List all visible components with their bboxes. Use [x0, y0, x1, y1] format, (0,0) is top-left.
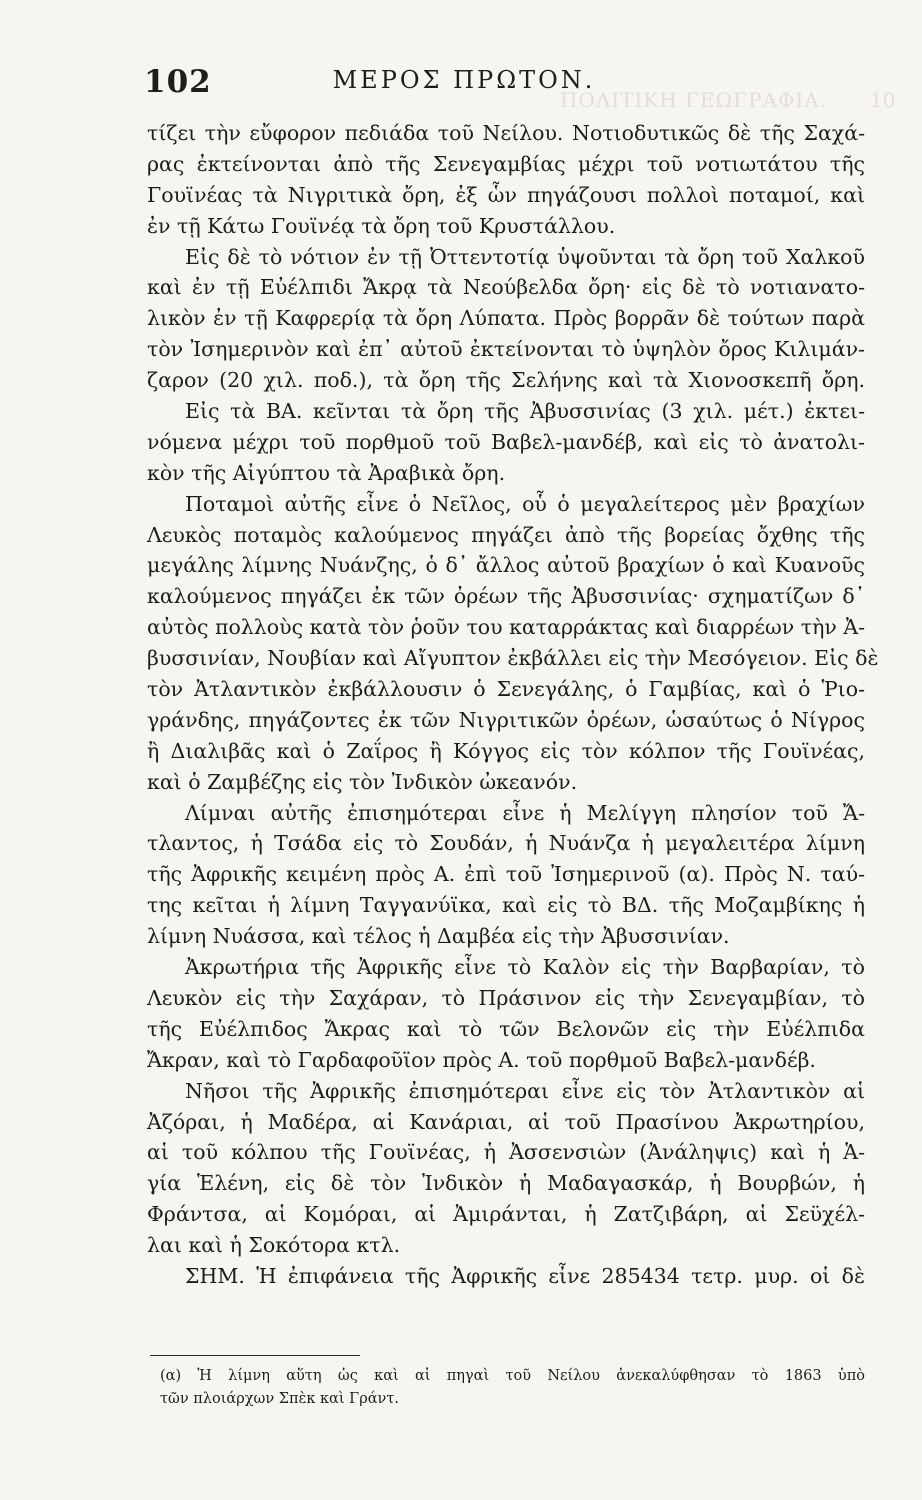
footnote-line: (α) Ἡ λίμνη αὕτη ὡς καὶ αἱ πηγαὶ τοῦ Νείλου ἀνεκαλύφθησαν τὸ 1863 ὑπὸ	[160, 1368, 865, 1384]
text-line: Λίμναι αὐτῆς ἐπισημότεραι εἶνε ἡ Μελίγγη πλησίον τοῦ Ἄ-	[185, 800, 865, 825]
page-number: 102	[144, 64, 212, 100]
running-head: ΜΕΡΟΣ ΠΡΩΤΟΝ.	[332, 66, 596, 94]
text-line: καὶ ὁ Ζαμβέζης εἰς τὸν Ἰνδικὸν ὠκεανόν.	[147, 769, 578, 794]
show-through-page-number: 10	[870, 88, 896, 112]
text-line: αὐτὸς πολλοὺς κατὰ τὸν ῥοῦν του καταρράκτας καὶ διαρρέων τὴν Ἀ-	[147, 615, 866, 640]
page-header	[144, 60, 784, 100]
text-line: αἱ τοῦ κόλπου τῆς Γουϊνέας, ἡ Ἀσσενσιὼν (Ἀνάληψις) καὶ ἡ Ἁ-	[147, 1140, 865, 1165]
text-line: ρας ἐκτείνονται ἀπὸ τῆς Σενεγαμβίας μέχρι τοῦ νοτιωτάτου τῆς	[147, 151, 865, 176]
text-line: ἐν τῇ Κάτω Γουϊνέᾳ τὰ ὄρη τοῦ Κρυστάλλου.	[147, 213, 616, 238]
text-line: καὶ ἐν τῇ Εὐέλπιδι Ἄκρᾳ τὰ Νεούβελδα ὄρη· εἰς δὲ τὸ νοτιανατο-	[147, 275, 865, 300]
text-line: Λευκὸν εἰς τὴν Σαχάραν, τὸ Πράσινον εἰς τὴν Σενεγαμβίαν, τὸ	[147, 985, 865, 1010]
text-line: ΣΗΜ. Ἡ ἐπιφάνεια τῆς Ἀφρικῆς εἶνε 285434 τετρ. μυρ. οἱ δὲ	[185, 1263, 865, 1288]
text-line: Νῆσοι τῆς Ἀφρικῆς ἐπισημότεραι εἶνε εἰς τὸν Ἀτλαντικὸν αἱ	[185, 1078, 865, 1103]
text-line: Λευκὸς ποταμὸς καλούμενος πηγάζει ἀπὸ τῆς βορείας ὄχθης τῆς	[147, 522, 865, 547]
text-line: τῆς Εὐέλπιδος Ἄκρας καὶ τὸ τῶν Βελονῶν εἰς τὴν Εὐέλπιδα	[147, 1016, 865, 1041]
footnote	[160, 1365, 865, 1411]
text-line: Εἰς δὲ τὸ νότιον ἐν τῇ Ὀττεντοτίᾳ ὑψοῦνται τὰ ὄρη τοῦ Χαλκοῦ	[185, 244, 865, 269]
text-line: τλαντος, ἡ Τσάδα εἰς τὸ Σουδάν, ἡ Νυάνζα ἡ μεγαλειτέρα λίμνη	[147, 831, 865, 856]
text-line: ζαρον (20 χιλ. ποδ.), τὰ ὄρη τῆς Σελήνης καὶ τὰ Χιονοσκεπῆ ὄρη.	[147, 368, 865, 393]
text-line: γράνδης, πηγάζοντες ἐκ τῶν Νιγριτικῶν ὀρέων, ὡσαύτως ὁ Νίγρος	[147, 707, 865, 732]
text-line: γία Ἑλένη, εἰς δὲ τὸν Ἰνδικὸν ἡ Μαδαγασκάρ, ἡ Βουρβών, ἡ	[147, 1171, 865, 1196]
text-line: Ἀκρωτήρια τῆς Ἀφρικῆς εἶνε τὸ Καλὸν εἰς τὴν Βαρβαρίαν, τὸ	[185, 955, 865, 980]
text-line: Ποταμοὶ αὐτῆς εἶνε ὁ Νεῖλος, οὗ ὁ μεγαλείτερος μὲν βραχίων	[185, 491, 865, 516]
body-text	[147, 118, 879, 1292]
text-line: κὸν τῆς Αἰγύπτου τὰ Ἀραβικὰ ὄρη.	[147, 460, 506, 485]
text-line: Εἰς τὰ ΒΑ. κεῖνται τὰ ὄρη τῆς Ἀβυσσινίας (3 χιλ. μέτ.) ἐκτει-	[185, 399, 865, 424]
text-line: βυσσινίαν, Νουβίαν καὶ Αἴγυπτον ἐκβάλλει εἰς τὴν Μεσόγειον. Εἰς δὲ	[147, 646, 879, 671]
text-line: νόμενα μέχρι τοῦ πορθμοῦ τοῦ Βαβελ-μανδέβ, καὶ εἰς τὸ ἀνατολι-	[147, 429, 865, 454]
text-line: λαι καὶ ἡ Σοκότορα κτλ.	[147, 1233, 401, 1258]
footnote-rule	[150, 1355, 360, 1356]
text-line: Γουϊνέας τὰ Νιγριτικὰ ὄρη, ἐξ ὧν πηγάζουσι πολλοὶ ποταμοί, καὶ	[147, 182, 865, 207]
text-line: τὸν Ἰσημερινὸν καὶ ἐπ᾽ αὐτοῦ ἐκτείνονται τὸ ὑψηλὸν ὄρος Κιλιμάν-	[147, 337, 865, 362]
text-line: τὸν Ἀτλαντικὸν ἐκβάλλουσιν ὁ Σενεγάλης, ὁ Γαμβίας, καὶ ὁ Ῥιο-	[147, 677, 865, 702]
text-line: μεγάλης λίμνης Νυάνζης, ὁ δ᾽ ἄλλος αὐτοῦ βραχίων ὁ καὶ Κυανοῦς	[147, 553, 865, 578]
text-line: λίμνη Νυάσσα, καὶ τέλος ἡ Δαμβέα εἰς τὴν Ἀβυσσινίαν.	[147, 924, 730, 949]
text-line: Ἀζόραι, ἡ Μαδέρα, αἱ Κανάριαι, αἱ τοῦ Πρασίνου Ἀκρωτηρίου,	[147, 1109, 865, 1134]
text-line: Ἄκραν, καὶ τὸ Γαρδαφοῦϊον πρὸς Α. τοῦ πορθμοῦ Βαβελ-μανδέβ.	[147, 1047, 816, 1072]
text-line: καλούμενος πηγάζει ἐκ τῶν ὀρέων τῆς Ἀβυσσινίας· σχηματίζων δ᾽	[147, 584, 865, 609]
show-through-text: ΠΟΛΙΤΙΚΗ ΓΕΩΓΡΑΦΙΑ.	[560, 88, 828, 112]
text-line: ἢ Διαλιβᾶς καὶ ὁ Ζαΐρος ἢ Κόγγος εἰς τὸν κόλπον τῆς Γουϊνέας,	[147, 738, 865, 763]
text-line: τῆς Ἀφρικῆς κειμένη πρὸς Α. ἐπὶ τοῦ Ἰσημερινοῦ (α). Πρὸς Ν. ταύ-	[147, 862, 865, 887]
text-line: της κεῖται ἡ λίμνη Ταγγανύϊκα, καὶ εἰς τὸ ΒΔ. τῆς Μοζαμβίκης ἡ	[147, 893, 865, 918]
text-line: τίζει τὴν εὔφορον πεδιάδα τοῦ Νείλου. Νοτιοδυτικῶς δὲ τῆς Σαχά-	[147, 121, 865, 145]
text-line: λικὸν ἐν τῇ Καφρερίᾳ τὰ ὄρη Λύπατα. Πρὸς βορρᾶν δὲ τούτων παρὰ	[147, 306, 865, 331]
text-line: Φράντσα, αἱ Κομόραι, αἱ Ἀμιράνται, ἡ Ζατζιβάρη, αἱ Σεϋχέλ-	[147, 1202, 865, 1227]
footnote-line: τῶν πλοιάρχων Σπὲκ καὶ Γράντ.	[160, 1391, 399, 1407]
